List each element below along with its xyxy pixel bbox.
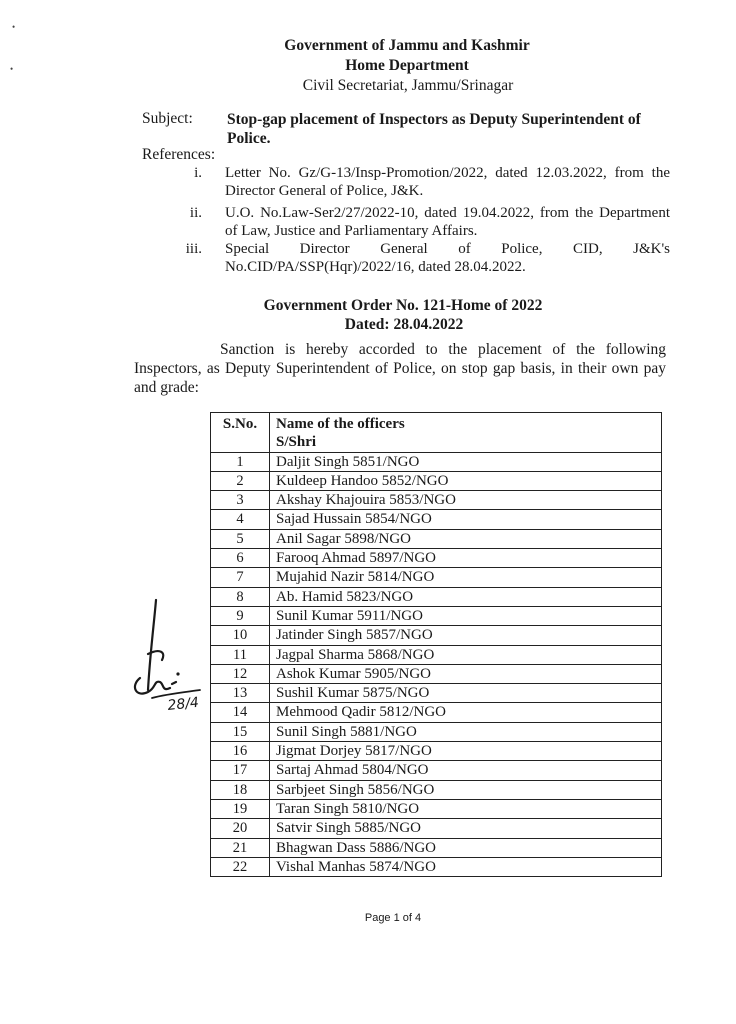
- row-sno: 11: [211, 645, 270, 664]
- table-row: [211, 645, 662, 664]
- row-sno: 19: [211, 799, 270, 818]
- table-row: [211, 568, 662, 587]
- table-row: [211, 664, 662, 683]
- row-sno: 22: [211, 857, 270, 876]
- scan-speck: •: [12, 22, 16, 32]
- letterhead: [0, 36, 736, 96]
- table-row: [211, 761, 662, 780]
- row-officer-name: Ashok Kumar 5905/NGO: [270, 664, 662, 683]
- sno-header: S.No.: [211, 413, 270, 453]
- table-row: [211, 626, 662, 645]
- reference-number: ii.: [189, 205, 202, 221]
- table-row: [211, 684, 662, 703]
- row-sno: 15: [211, 722, 270, 741]
- table-row: [211, 819, 662, 838]
- references-label: References:: [142, 146, 216, 163]
- row-officer-name: Akshay Khajouira 5853/NGO: [270, 491, 662, 510]
- scan-speck: •: [10, 64, 14, 74]
- order-number: Government Order No. 121-Home of 2022: [263, 297, 543, 314]
- row-sno: 14: [211, 703, 270, 722]
- table-row: [211, 510, 662, 529]
- row-sno: 16: [211, 742, 270, 761]
- govt-name: Government of Jammu and Kashmir: [284, 37, 530, 54]
- table-row: [211, 529, 662, 548]
- row-officer-name: Sartaj Ahmad 5804/NGO: [270, 761, 662, 780]
- table-row: [211, 549, 662, 568]
- row-officer-name: Satvir Singh 5885/NGO: [270, 819, 662, 838]
- row-sno: 21: [211, 838, 270, 857]
- page-footer: [0, 912, 736, 924]
- row-officer-name: Ab. Hamid 5823/NGO: [270, 587, 662, 606]
- row-officer-name: Daljit Singh 5851/NGO: [270, 452, 662, 471]
- table-row: [211, 703, 662, 722]
- row-sno: 2: [211, 471, 270, 490]
- sanction-paragraph: Sanction is hereby accorded to the placement of the following Inspectors, as Deputy Superintendent of Police, on stop gap basis, in their own pay and grade:: [134, 341, 666, 396]
- reference-text: U.O. No.Law-Ser2/27/2022-10, dated 19.04.2022, from the Department of Law, Justice and Parliamentary Affairs.: [225, 205, 670, 239]
- signature-date: 28/4: [166, 694, 200, 714]
- row-sno: 7: [211, 568, 270, 587]
- name-header: [270, 413, 662, 453]
- table-row: [211, 722, 662, 741]
- row-officer-name: Mehmood Qadir 5812/NGO: [270, 703, 662, 722]
- table-header-row: [211, 413, 662, 453]
- row-sno: 5: [211, 529, 270, 548]
- row-officer-name: Kuldeep Handoo 5852/NGO: [270, 471, 662, 490]
- row-sno: 10: [211, 626, 270, 645]
- reference-number: iii.: [185, 241, 202, 257]
- subject-text: Stop-gap placement of Inspectors as Deputy Superintendent of Police.: [227, 111, 641, 147]
- table-row: [211, 587, 662, 606]
- row-sno: 12: [211, 664, 270, 683]
- row-sno: 13: [211, 684, 270, 703]
- row-officer-name: Jatinder Singh 5857/NGO: [270, 626, 662, 645]
- order-heading: [0, 296, 736, 334]
- table-row: [211, 471, 662, 490]
- handwritten-signature: [126, 594, 206, 724]
- office-address: Civil Secretariat, Jammu/Srinagar: [302, 77, 514, 94]
- reference-text: Letter No. Gz/G-13/Insp-Promotion/2022, dated 12.03.2022, from the Director General of Police, J&K.: [225, 165, 670, 199]
- row-sno: 3: [211, 491, 270, 510]
- row-officer-name: Sushil Kumar 5875/NGO: [270, 684, 662, 703]
- department-name: Home Department: [345, 57, 469, 74]
- row-sno: 4: [211, 510, 270, 529]
- row-sno: 8: [211, 587, 270, 606]
- row-officer-name: Sunil Singh 5881/NGO: [270, 722, 662, 741]
- table-row: [211, 780, 662, 799]
- row-officer-name: Mujahid Nazir 5814/NGO: [270, 568, 662, 587]
- row-officer-name: Sarbjeet Singh 5856/NGO: [270, 780, 662, 799]
- row-officer-name: Jigmat Dorjey 5817/NGO: [270, 742, 662, 761]
- table-row: [211, 742, 662, 761]
- officers-table: [210, 412, 662, 877]
- row-officer-name: Vishal Manhas 5874/NGO: [270, 857, 662, 876]
- reference-text: Special Director General of Police, CID, J&K's No.CID/PA/SSP(Hqr)/2022/16, dated 28.04.2022.: [225, 241, 670, 275]
- reference-number: i.: [194, 165, 202, 181]
- row-officer-name: Sunil Kumar 5911/NGO: [270, 606, 662, 625]
- row-sno: 1: [211, 452, 270, 471]
- row-officer-name: Taran Singh 5810/NGO: [270, 799, 662, 818]
- row-officer-name: Farooq Ahmad 5897/NGO: [270, 549, 662, 568]
- table-row: [211, 799, 662, 818]
- row-sno: 18: [211, 780, 270, 799]
- row-officer-name: Bhagwan Dass 5886/NGO: [270, 838, 662, 857]
- row-officer-name: Sajad Hussain 5854/NGO: [270, 510, 662, 529]
- row-sno: 9: [211, 606, 270, 625]
- page-number: Page 1 of 4: [364, 912, 422, 924]
- row-officer-name: Anil Sagar 5898/NGO: [270, 529, 662, 548]
- order-date: Dated: 28.04.2022: [344, 316, 464, 333]
- table-row: [211, 452, 662, 471]
- table-row: [211, 857, 662, 876]
- table-row: [211, 838, 662, 857]
- name-header-line1: Name of the officers: [276, 416, 405, 432]
- row-sno: 6: [211, 549, 270, 568]
- subject-label: Subject:: [142, 110, 193, 127]
- name-header-line2: S/Shri: [276, 434, 317, 451]
- row-sno: 20: [211, 819, 270, 838]
- table-row: [211, 491, 662, 510]
- row-sno: 17: [211, 761, 270, 780]
- table-row: [211, 606, 662, 625]
- row-officer-name: Jagpal Sharma 5868/NGO: [270, 645, 662, 664]
